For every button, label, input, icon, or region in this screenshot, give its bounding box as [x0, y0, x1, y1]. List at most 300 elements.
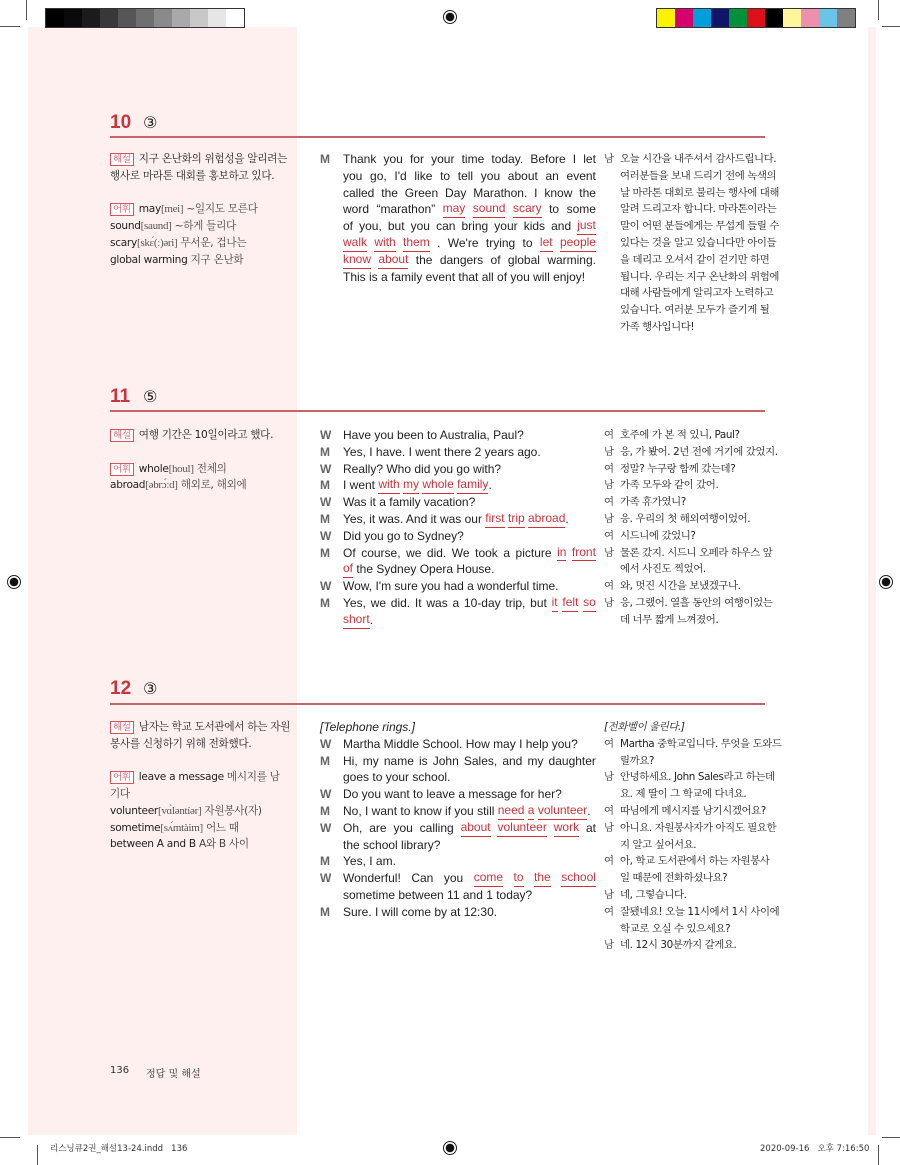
translation-text	[620, 545, 804, 579]
color-swatch	[675, 9, 693, 27]
dialogue-text	[343, 511, 596, 528]
text-line: Martha 중학교입니다. 무엇을 도와드	[620, 737, 782, 750]
vocab-word: scary	[110, 236, 137, 249]
text-line	[343, 427, 596, 444]
dialogue-line	[320, 736, 596, 753]
dialogue-text	[343, 477, 596, 494]
answer-underline: need	[498, 803, 525, 820]
vocab-meaning: 지구 온난화	[190, 253, 244, 266]
speaker-label: W	[320, 871, 332, 886]
translation-line	[604, 887, 804, 904]
explanation-text: 봉사를 신청하기 위해 전화했다.	[110, 737, 252, 750]
text-line: 에서 사진도 찍었어.	[620, 563, 706, 576]
registration-mark-icon	[7, 575, 21, 589]
speaker-label: M	[320, 152, 330, 166]
gray-swatch	[226, 9, 244, 27]
gray-swatch	[64, 9, 82, 27]
vocab-tag: 어휘	[110, 463, 134, 476]
text-line: 잘됐네요! 오늘 11시에서 1시 사이에	[620, 905, 780, 918]
translation-text	[620, 578, 804, 595]
speaker-label: 여	[604, 462, 614, 475]
speaker-label: M	[320, 444, 330, 459]
dialogue-line	[320, 904, 596, 921]
word: warming.	[547, 252, 596, 267]
text-line: 있습니다. 여러분 모두가 즐기게 될	[620, 304, 770, 317]
word: 10-day	[463, 595, 501, 610]
dialogue-text	[343, 870, 596, 904]
speaker-label: M	[320, 478, 330, 493]
crop-mark	[878, 1145, 879, 1165]
dialogue-text	[343, 753, 596, 787]
word: Green	[404, 185, 439, 200]
answer-underline: let	[540, 235, 553, 252]
translation-line	[604, 595, 804, 629]
dialogue-text	[343, 578, 596, 595]
word: was	[426, 595, 448, 610]
vocab-word: sometime	[110, 821, 161, 834]
vocab-pronunciation: [saund]	[140, 220, 172, 233]
question-number: 10	[110, 112, 132, 133]
word: daughter	[548, 753, 596, 768]
dialogue-line	[320, 494, 596, 511]
word: Thank	[343, 152, 377, 166]
speaker-label: 남	[604, 153, 614, 165]
text-segment: Was it a family vacation?	[343, 495, 476, 510]
speaker-label: W	[320, 736, 332, 751]
text-line	[343, 269, 596, 286]
vocab-meaning: 어느 때	[205, 821, 239, 834]
vocab-word: whole	[138, 462, 169, 475]
text-line: 말이 어떤 분들에게는 무섭게 들릴 수	[620, 220, 780, 233]
stage-direction: [Telephone rings.]	[320, 720, 415, 734]
dialogue-line	[320, 870, 596, 904]
word: Marathon.	[473, 185, 528, 200]
explanation-tag: 해설	[110, 721, 134, 734]
translation-line	[604, 853, 804, 887]
translation-line	[604, 578, 804, 595]
spacer	[110, 752, 300, 769]
word: global	[507, 252, 540, 267]
vocab-word: between A and B	[110, 838, 196, 851]
word: an	[545, 168, 559, 183]
word: the	[381, 185, 398, 200]
speaker-label: M	[320, 511, 330, 526]
word: and	[551, 219, 572, 234]
text-line	[343, 887, 596, 904]
answer-underline: of	[343, 561, 353, 578]
color-swatch	[729, 9, 747, 27]
vocab-item	[110, 201, 300, 218]
speaker-label: M	[320, 753, 330, 768]
translation-text	[620, 904, 804, 938]
crop-mark	[878, 0, 879, 20]
word: my	[527, 753, 544, 768]
text-segment: Yes, I have. I went there 2 years ago.	[343, 444, 541, 459]
text-segment: I went	[343, 478, 379, 493]
answer-underline: volunteer	[497, 820, 546, 837]
vocab-meaning: 메시지를 남	[226, 771, 280, 784]
word: I	[572, 152, 577, 166]
text-segment: Did you go to Sydney?	[343, 528, 464, 543]
speaker-label: 남	[604, 546, 614, 559]
dialogue-text	[343, 545, 596, 579]
text-line: 호주에 가 본 적 있니, Paul?	[620, 429, 740, 441]
vocab-item	[110, 477, 300, 494]
text-line	[343, 837, 596, 854]
answer-underline: walk	[343, 235, 367, 252]
text-line	[343, 820, 596, 837]
translation-line	[604, 545, 804, 579]
text-line	[343, 494, 596, 511]
vocab-word: leave a message	[138, 771, 224, 784]
word: I'd	[394, 168, 407, 183]
registration-mark-icon	[879, 575, 893, 589]
text-line: 릴까요?	[620, 754, 655, 767]
crop-mark	[37, 1145, 38, 1165]
translation-text	[620, 461, 804, 478]
english-dialogue	[320, 427, 596, 629]
vocab-item	[110, 252, 300, 269]
dialogue-line	[320, 511, 596, 528]
explanation-text: 여행 기간은 10일이라고 했다.	[138, 429, 274, 441]
gray-swatch	[82, 9, 100, 27]
text-line: 있다는 것을 알고 있습니다만 아이들	[620, 236, 777, 249]
word: Can	[411, 871, 434, 886]
dialogue-line	[320, 461, 596, 478]
word: Sales,	[463, 753, 498, 768]
text-line	[343, 168, 596, 185]
text-segment: .	[369, 612, 374, 627]
dialogue-text	[343, 461, 596, 478]
word: and	[502, 753, 523, 768]
explanation-tag: 해설	[110, 153, 134, 166]
speaker-label: 여	[604, 737, 614, 750]
translation-line	[604, 444, 804, 461]
text-line: 물론 갔지. 시드니 오페라 하우스 앞	[620, 546, 773, 559]
vocab-meaning: A와 B 사이	[198, 838, 249, 851]
dialogue-text	[343, 904, 596, 921]
word: “marathon”	[376, 202, 436, 217]
text-line	[343, 461, 596, 478]
word: a	[503, 545, 510, 560]
vocab-pronunciation: [vɑ̀ləntíər]	[157, 804, 202, 817]
text-line	[343, 185, 596, 202]
translation-text	[620, 444, 804, 461]
text-line: 응. 우리의 첫 해외여행이었어.	[620, 512, 751, 525]
color-swatch	[693, 9, 711, 27]
speaker-label: 여	[604, 429, 614, 441]
answer-underline: scary	[513, 201, 542, 218]
answer-underline: work	[554, 820, 579, 837]
explanation-text: 지구 온난화의 위험성을 알리려는	[138, 153, 288, 165]
dialogue-text	[343, 494, 596, 511]
speaker-label: 남	[604, 821, 614, 834]
dialogue-text	[343, 803, 596, 820]
word: We	[451, 545, 470, 560]
text-line	[343, 528, 596, 545]
word: some	[566, 202, 596, 217]
vocab-tag: 어휘	[110, 203, 134, 216]
explanation-tag: 해설	[110, 429, 134, 442]
vocab-tag: 어휘	[110, 771, 134, 784]
color-swatch	[765, 9, 783, 27]
word: took	[475, 545, 498, 560]
text-segment: goes to your school.	[343, 770, 451, 785]
crop-mark	[0, 26, 20, 27]
word: did.	[390, 595, 411, 610]
text-line: 응, 가 봤어. 2년 전에 거기에 갔었지.	[620, 445, 778, 458]
vocab-meaning: 전체의	[196, 462, 227, 475]
speaker-label: 여	[604, 580, 614, 593]
translation-text	[620, 887, 804, 904]
text-segment: Sure. I will come by at 12:30.	[343, 904, 498, 919]
text-line	[343, 786, 596, 803]
word: you	[393, 820, 413, 835]
text-line	[343, 235, 596, 252]
translation-line	[604, 427, 804, 444]
explanation-notes	[110, 427, 300, 494]
explanation-notes	[110, 151, 300, 268]
text-line	[343, 201, 596, 218]
word: you	[410, 219, 430, 234]
question-number: 12	[110, 678, 132, 699]
word: your	[494, 219, 518, 234]
word: can	[436, 219, 456, 234]
answer-underline: the	[534, 870, 551, 887]
dialogue-text	[343, 595, 596, 629]
text-line: 여러분들을 보내 드리기 전에 녹색의	[620, 169, 777, 182]
dialogue-line	[320, 427, 596, 444]
gray-swatch	[208, 9, 226, 27]
answer-underline: just	[577, 218, 596, 235]
text-line	[343, 595, 596, 612]
dialogue-line	[320, 853, 596, 870]
answer-underline: know	[343, 252, 371, 269]
text-line: 와, 멋진 시간을 보냈겠구나.	[620, 580, 741, 593]
korean-translation	[604, 719, 804, 954]
word: calling	[419, 820, 454, 835]
word: we	[370, 595, 387, 610]
spacer	[110, 444, 300, 461]
crop-mark	[0, 1137, 20, 1138]
text-segment: .	[587, 803, 591, 818]
word: name	[383, 753, 414, 768]
korean-translation	[604, 151, 804, 336]
text-line	[343, 561, 596, 578]
text-line: 날 마라톤 대회로 불리는 행사에 대해	[620, 186, 780, 199]
translation-line	[604, 937, 804, 954]
text-line	[343, 612, 596, 629]
spacer	[110, 184, 300, 201]
word: trying	[485, 235, 516, 250]
gray-swatch	[172, 9, 190, 27]
text-segment: Yes, I am.	[343, 854, 396, 869]
word: but	[387, 219, 405, 234]
translation-text	[620, 803, 804, 820]
section-divider	[110, 410, 765, 412]
text-line: 을 데리고 오셔서 같이 걷기만 하면	[620, 253, 770, 266]
translation-line	[604, 151, 804, 336]
speaker-label: 남	[604, 512, 614, 525]
registration-mark-icon	[443, 1141, 457, 1155]
explanation-line	[110, 168, 300, 185]
slug-filename: 리스닝큐2권_해설13-24.indd 136	[50, 1144, 188, 1154]
vocab-meaning: ~일지도 모른다	[186, 203, 258, 216]
answer-underline: it	[552, 595, 558, 612]
dialogue-text	[343, 427, 596, 444]
text-line	[343, 477, 596, 494]
translation-line	[604, 769, 804, 803]
section-divider	[110, 703, 765, 705]
translation-line	[604, 494, 804, 511]
translation-text	[620, 595, 804, 629]
dialogue-text	[343, 736, 596, 753]
word: Wonderful!	[343, 871, 401, 886]
text-line	[343, 904, 596, 921]
word: trip,	[505, 595, 526, 610]
word: .	[437, 235, 441, 250]
translation-text	[620, 477, 804, 494]
text-line	[343, 753, 596, 770]
speaker-label: 남	[604, 939, 614, 952]
text-line	[343, 444, 596, 461]
speaker-label: W	[320, 461, 332, 476]
text-line: 네. 12시 30분까지 갈게요.	[620, 939, 737, 952]
vocab-pronunciation: [əbrɔ́ːd]	[145, 479, 178, 492]
speaker-label: W	[320, 495, 332, 510]
dialogue-line	[320, 753, 596, 787]
speaker-label: W	[320, 428, 332, 442]
word: kids	[523, 219, 546, 234]
vocab-meaning: 무서운, 겁나는	[180, 236, 247, 249]
text-line	[343, 545, 596, 562]
translation-text	[620, 494, 804, 511]
word: Of	[343, 545, 356, 560]
text-segment: Really? Who did you go with?	[343, 461, 502, 476]
dialogue-line	[320, 444, 596, 461]
text-line: 학교로 오실 수 있으세요?	[620, 922, 731, 935]
color-swatch	[819, 9, 837, 27]
text-line	[343, 578, 596, 595]
word: tell	[457, 168, 474, 183]
vocab-item	[110, 769, 300, 786]
stage-direction-korean: [전화벨이 울린다.]	[604, 721, 685, 733]
text-line: 일 때문에 전화하셨나요?	[620, 872, 728, 885]
dialogue-text	[343, 820, 596, 854]
answer-underline: front	[572, 545, 596, 562]
vocab-pronunciation: [skɛ́(ː)əri]	[136, 236, 178, 249]
answer-underline: family	[457, 477, 488, 494]
vocab-item	[110, 218, 300, 235]
answer-underline: with	[374, 235, 395, 252]
registration-mark-icon	[443, 10, 457, 24]
word: the	[415, 252, 433, 267]
translation-text	[620, 151, 804, 336]
speaker-label: 남	[604, 479, 614, 492]
word: to	[549, 202, 560, 217]
speaker-label: W	[320, 579, 332, 594]
answer-choice: ③	[143, 115, 158, 132]
answer-underline: to	[514, 870, 524, 887]
word: you	[383, 152, 403, 166]
word: is	[418, 753, 428, 768]
gray-swatch	[118, 9, 136, 27]
vocab-word: abroad	[110, 479, 146, 492]
text-line: 알려 드리고자 합니다. 마라톤이라는	[620, 203, 777, 216]
word: you	[443, 871, 464, 886]
gray-swatch	[190, 9, 208, 27]
word: about	[507, 168, 538, 183]
korean-translation	[604, 427, 804, 629]
gray-swatch	[136, 9, 154, 27]
vocab-word: may	[138, 203, 161, 216]
section-divider	[110, 136, 765, 138]
text-line: 데 너무 짧게 느껴졌어.	[620, 613, 719, 626]
explanation-text: 남자는 학교 도서관에서 하는 자원	[138, 721, 291, 733]
word: time	[461, 152, 485, 166]
word: today.	[491, 152, 524, 166]
text-line	[343, 803, 596, 820]
word: my	[362, 753, 379, 768]
text-segment: Have you been to Australia, Paul?	[343, 428, 524, 442]
text-segment: Wow, I'm sure you had a wonderful time.	[343, 579, 559, 594]
translation-text	[620, 820, 804, 854]
speaker-label: W	[320, 528, 332, 543]
color-swatch	[711, 9, 729, 27]
answer-underline: sound	[473, 201, 506, 218]
text-line: 응, 그랬어. 열흘 동안의 여행이었는	[620, 596, 773, 609]
answer-underline: people	[560, 235, 596, 252]
dialogue-text	[343, 853, 596, 870]
text-segment: sometime between 11 and 1 today?	[343, 887, 533, 902]
color-swatch	[783, 9, 801, 27]
speaker-label: M	[320, 803, 330, 818]
speaker-label: 여	[604, 804, 614, 817]
vocab-item	[110, 235, 300, 252]
slug-timestamp: 2020-09-16 오후 7:16:50	[760, 1144, 870, 1154]
word: of	[490, 252, 501, 267]
speaker-label: M	[320, 595, 330, 610]
translation-line	[604, 511, 804, 528]
word: did.	[426, 545, 447, 560]
answer-underline: felt	[562, 595, 578, 612]
answer-underline: a	[528, 803, 535, 820]
text-line: 따님에게 메시지를 남기시겠어요?	[620, 804, 766, 817]
dialogue-text	[343, 151, 596, 285]
word: to	[522, 235, 533, 250]
translation-line	[604, 904, 804, 938]
text-segment: the school library?	[343, 837, 441, 852]
speaker-label: M	[320, 545, 330, 560]
answer-underline: come	[474, 870, 503, 887]
word: Hi,	[343, 753, 358, 768]
vocab-item	[110, 836, 300, 853]
answer-underline: abroad	[528, 511, 565, 528]
vocab-meaning: 자원봉사(자)	[204, 804, 262, 817]
speaker-label: W	[320, 787, 332, 802]
vocab-word: global warming	[110, 253, 188, 266]
translation-line	[604, 477, 804, 494]
explanation-notes	[110, 719, 300, 853]
text-line: 정말? 누구랑 함께 갔는데?	[620, 462, 736, 475]
translation-line	[604, 528, 804, 545]
translation-line	[604, 736, 804, 770]
word: a	[452, 595, 460, 610]
process-color-bar	[656, 8, 856, 28]
running-footer-title: 정답 및 해설	[146, 1069, 201, 1080]
dialogue-line	[320, 595, 596, 629]
word: It	[414, 595, 422, 610]
